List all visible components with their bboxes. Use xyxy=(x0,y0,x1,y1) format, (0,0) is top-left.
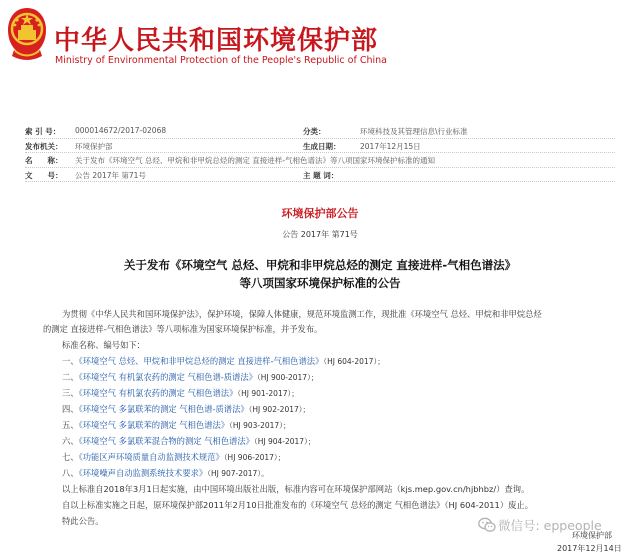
announcement-title-line1: 关于发布《环境空气 总烃、甲烷和非甲烷总烃的测定 直接进样-气相色谱法》 xyxy=(123,258,517,272)
ministry-title-cn: 中华人民共和国环境保护部 xyxy=(54,26,379,56)
index-label: 索 引 号： xyxy=(25,127,61,136)
site-header xyxy=(0,0,640,100)
standard-code: （HJ 903-2017）； xyxy=(229,421,291,430)
standard-item-3 xyxy=(62,387,299,399)
announcement-title-line2: 等八项国家环境保护标准的公告 xyxy=(239,276,401,290)
meta-row-name xyxy=(25,153,615,168)
docno-value: 公告 2017年 第71号 xyxy=(75,170,146,180)
date-value: 2017年12月15日 xyxy=(360,141,421,151)
signature-org: 环境保护部 xyxy=(572,531,612,540)
standard-name-link[interactable]: 《环境空气 有机氯农药的测定 气相色谱-质谱法》 xyxy=(78,372,257,382)
standard-number: 八、 xyxy=(62,468,79,478)
standard-number: 一、 xyxy=(62,356,79,366)
announcement-org-title: 环境保护部公告 xyxy=(281,207,359,220)
name-value: 关于发布《环境空气 总烃、甲烷和非甲烷总烃的测定 直接进样-气相色谱法》等八项国家环境保护标准的通知 xyxy=(75,156,435,165)
standard-code: （HJ 904-2017）； xyxy=(253,437,316,446)
standard-item-8 xyxy=(62,467,269,479)
intro-paragraph-line1: 为贯彻《中华人民共和国环境保护法》，保护环境，保障人体健康，规范环境监测工作，现批准《环境空气 总烃、甲烷和非甲烷总烃 xyxy=(62,309,542,319)
standard-code: （HJ 900-2017）； xyxy=(256,373,319,382)
wechat-watermark: 微信号: eppeople xyxy=(498,518,602,533)
standard-name-link[interactable]: 《环境空气 有机氯农药的测定 气相色谱法》 xyxy=(78,388,238,398)
category-value: 环境科技及其管理信息\行业标准 xyxy=(360,127,468,136)
docno-label: 文 号： xyxy=(25,170,63,180)
index-value: 000014672/2017-02068 xyxy=(75,126,167,135)
standard-item-5 xyxy=(62,419,290,431)
standard-item-2 xyxy=(62,371,318,383)
standard-name-link[interactable]: 《环境空气 总烃、甲烷和非甲烷总烃的测定 直接进样-气相色谱法》 xyxy=(78,356,324,366)
standard-number: 四、 xyxy=(62,404,79,414)
closing-text: 特此公告。 xyxy=(62,516,104,526)
announcement-number: 公告 2017年 第71号 xyxy=(282,230,358,239)
implementation-note: 以上标准自2018年3月1日起实施，由中国环境出版社出版，标准内容可在环境保护部网站（kjs.mep.gov.cn/hjbhbz/）查询。 xyxy=(62,484,530,494)
standard-code: （HJ 907-2017）。 xyxy=(207,469,269,478)
keywords-label: 主 题 词： xyxy=(303,170,339,180)
standard-code: （HJ 902-2017）； xyxy=(248,405,311,414)
intro-paragraph-line2: 的测定 直接进样-气相色谱法》等八项标准为国家环境保护标准，并予发布。 xyxy=(43,324,323,334)
document-meta-table xyxy=(25,124,615,182)
standard-code: （HJ 906-2017）； xyxy=(223,453,286,462)
standard-name-link[interactable]: 《环境空气 多氯联苯混合物的测定 气相色谱法》 xyxy=(78,436,254,446)
standard-code: （HJ 901-2017）； xyxy=(237,389,299,398)
standards-list-label: 标准名称、编号如下： xyxy=(62,340,145,350)
issuer-value: 环境保护部 xyxy=(75,141,113,151)
standard-item-7 xyxy=(62,451,285,463)
standard-number: 五、 xyxy=(62,420,79,430)
standard-item-4 xyxy=(62,403,310,415)
standard-code: （HJ 604-2017）； xyxy=(323,357,385,366)
standard-name-link[interactable]: 《环境空气 多氯联苯的测定 气相色谱-质谱法》 xyxy=(78,404,249,414)
standard-number: 三、 xyxy=(62,388,79,398)
issuer-label: 发布机关： xyxy=(25,141,63,151)
name-label: 名 称： xyxy=(25,156,63,165)
category-label: 分类： xyxy=(303,127,326,136)
standard-name-link[interactable]: 《功能区声环境质量自动监测技术规范》 xyxy=(78,452,224,462)
standard-number: 六、 xyxy=(62,436,79,446)
standard-item-1 xyxy=(62,355,385,367)
date-label: 生成日期： xyxy=(303,141,341,151)
meta-row-index xyxy=(25,124,615,139)
meta-row-issuer xyxy=(25,139,615,154)
meta-row-docno xyxy=(25,168,615,183)
standard-number: 二、 xyxy=(62,372,79,382)
standard-item-6 xyxy=(62,435,315,447)
wechat-icon xyxy=(478,517,496,533)
ministry-title-en: Ministry of Environmental Protection of the People's Republic of China xyxy=(55,55,387,66)
abolish-note: 自以上标准实施之日起，原环境保护部2011年2月10日批准发布的《环境空气 总烃的测定 气相色谱法》（HJ 604-2011）废止。 xyxy=(62,500,534,510)
standard-name-link[interactable]: 《环境噪声自动监测系统技术要求》 xyxy=(78,468,208,478)
national-emblem-icon xyxy=(6,6,48,64)
signature-date: 2017年12月14日 xyxy=(557,544,622,553)
standard-number: 七、 xyxy=(62,452,79,462)
standard-name-link[interactable]: 《环境空气 多氯联苯的测定 气相色谱法》 xyxy=(78,420,230,430)
